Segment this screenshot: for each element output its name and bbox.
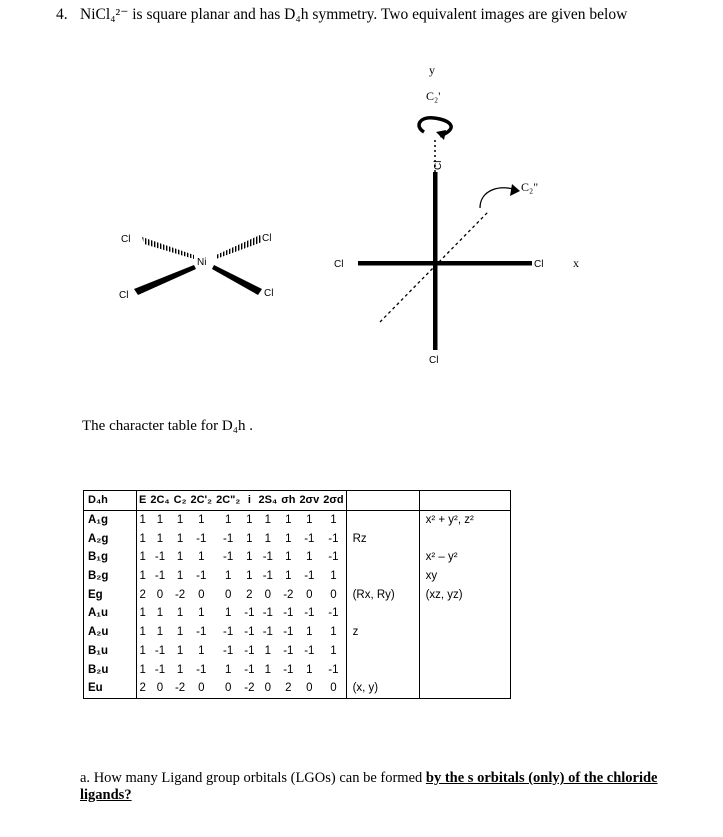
- character-cell: -1: [154, 644, 166, 657]
- character-cell: -1: [262, 551, 273, 564]
- linear-function-cell: [346, 604, 419, 623]
- character-cell: -1: [283, 607, 294, 620]
- character-cell: -1: [262, 626, 273, 639]
- character-cell: -1: [223, 644, 234, 657]
- character-cell: 1: [139, 570, 146, 583]
- character-cell: 1: [198, 514, 205, 527]
- quadratic-function-cell: [419, 660, 510, 679]
- character-cell: 0: [321, 679, 346, 698]
- class-header: 2C'₂: [189, 491, 215, 511]
- linear-function-cell: [346, 548, 419, 567]
- character-cell: -1: [154, 663, 166, 676]
- character-cell: 1: [285, 532, 292, 545]
- character-cell: 1: [156, 514, 164, 527]
- class-header: C₂: [172, 491, 189, 511]
- part-a-text: How many Ligand group orbitals (LGOs) can be formed: [93, 770, 423, 786]
- character-cell: 1: [285, 514, 292, 527]
- character-cell: 1: [198, 644, 205, 657]
- table-row: [84, 604, 511, 623]
- table-row: [84, 660, 511, 679]
- hashed-bond-left: [142, 237, 194, 259]
- irrep-label: B₁g: [84, 548, 137, 567]
- character-cell: 1: [198, 607, 205, 620]
- character-cell: -1: [321, 548, 346, 567]
- part-a-label: a.: [80, 770, 91, 786]
- arrowhead-icon: [436, 130, 446, 140]
- rotation-arrow-icon: [419, 118, 451, 136]
- c2-prime-label: C₂': [426, 89, 441, 103]
- question-header: [56, 6, 676, 24]
- class-header: 2σv: [297, 491, 321, 511]
- cl-lower-left: Cl: [119, 290, 129, 301]
- cl-bottom: Cl: [429, 355, 439, 366]
- character-cell: -1: [244, 644, 255, 657]
- linear-function-cell: (x, y): [346, 679, 419, 698]
- class-header: E: [137, 491, 149, 511]
- character-cell: 1: [139, 607, 146, 620]
- y-axis-label: y: [429, 63, 435, 77]
- character-cell: 2: [137, 679, 149, 698]
- irrep-label: A₂u: [84, 623, 137, 642]
- quadratic-function-cell: [419, 529, 510, 548]
- character-cell: 1: [246, 570, 253, 583]
- character-cell: 1: [321, 642, 346, 661]
- character-cell: 1: [246, 551, 253, 564]
- character-cell: -2: [174, 588, 186, 601]
- character-cell: -1: [321, 529, 346, 548]
- character-table-intro: The character table for D₄h .: [82, 418, 253, 434]
- character-cell: 1: [306, 663, 313, 676]
- table-row: [84, 585, 511, 604]
- character-cell: -1: [262, 607, 273, 620]
- character-cell: 0: [198, 588, 205, 601]
- character-cell: 1: [139, 514, 146, 527]
- linear-function-cell: [346, 510, 419, 529]
- character-cell: 1: [264, 663, 272, 676]
- cl-upper-left: Cl: [121, 234, 131, 245]
- character-cell: -1: [154, 570, 166, 583]
- wedge-bond-left: [134, 265, 196, 295]
- character-cell: 1: [264, 644, 272, 657]
- linear-function-cell: [346, 567, 419, 586]
- character-cell: 1: [176, 570, 184, 583]
- character-cell: -1: [283, 663, 294, 676]
- character-cell: -1: [304, 532, 315, 545]
- class-header: 2C₄: [148, 491, 171, 511]
- character-cell: 0: [156, 588, 164, 601]
- character-cell: 2: [279, 679, 297, 698]
- table-row: [84, 548, 511, 567]
- character-cell: 1: [176, 644, 184, 657]
- character-cell: -1: [321, 660, 346, 679]
- cl-upper-right: Cl: [262, 233, 272, 244]
- character-cell: 1: [285, 570, 292, 583]
- quadratic-function-cell: [419, 679, 510, 698]
- ni-label: Ni: [197, 257, 207, 268]
- axis-diagram: [320, 60, 600, 380]
- character-cell: -1: [304, 644, 315, 657]
- character-cell: 1: [176, 663, 184, 676]
- character-cell: 1: [156, 626, 164, 639]
- character-cell: 1: [156, 607, 164, 620]
- character-cell: -1: [223, 626, 234, 639]
- wedge-dash-structure: [100, 215, 300, 315]
- character-cell: 0: [297, 679, 321, 698]
- character-cell: -1: [304, 570, 315, 583]
- horizontal-bond: [358, 261, 532, 266]
- character-cell: 1: [264, 532, 272, 545]
- character-cell: 1: [176, 607, 184, 620]
- character-cell: 1: [246, 532, 253, 545]
- linear-function-cell: (Rx, Ry): [346, 585, 419, 604]
- wedge-bond-right: [212, 265, 262, 295]
- character-cell: 1: [139, 551, 146, 564]
- irrep-label: Eg: [84, 585, 137, 604]
- character-cell: -2: [242, 679, 256, 698]
- irrep-label: A₂g: [84, 529, 137, 548]
- character-cell: 1: [306, 551, 313, 564]
- character-cell: -1: [321, 604, 346, 623]
- irrep-label: A₁g: [84, 510, 137, 529]
- character-cell: 1: [198, 551, 205, 564]
- linear-function-cell: z: [346, 623, 419, 642]
- character-cell: -1: [223, 532, 234, 545]
- character-cell: 1: [321, 510, 346, 529]
- class-header: 2σd: [321, 491, 346, 511]
- character-cell: 1: [176, 551, 184, 564]
- irrep-label: A₁u: [84, 604, 137, 623]
- character-cell: 1: [156, 532, 164, 545]
- question-number: 4.: [56, 6, 68, 23]
- character-cell: 2: [139, 588, 146, 601]
- linear-function-cell: [346, 660, 419, 679]
- character-cell: 1: [224, 570, 232, 583]
- character-cell: 1: [139, 663, 146, 676]
- question-text: NiCl₄²⁻ is square planar and has D₄h symmetry. Two equivalent images are given below: [80, 6, 628, 23]
- character-cell: 0: [264, 588, 272, 601]
- table-row: [84, 642, 511, 661]
- irrep-label: B₂g: [84, 567, 137, 586]
- linear-header: [346, 491, 419, 511]
- character-cell: -1: [244, 626, 255, 639]
- character-cell: 1: [321, 567, 346, 586]
- character-cell: -1: [304, 607, 315, 620]
- irrep-label: B₂u: [84, 660, 137, 679]
- x-axis-label: x: [573, 256, 579, 270]
- linear-function-cell: Rz: [346, 529, 419, 548]
- table-row: [84, 679, 511, 698]
- table-row: [84, 623, 511, 642]
- class-header: σh: [279, 491, 297, 511]
- character-cell: 2: [246, 588, 253, 601]
- part-a-emphasis: by the s orbitals (only) of the chloride ligands?: [80, 770, 658, 803]
- character-cell: -1: [196, 532, 207, 545]
- character-cell: -1: [154, 551, 166, 564]
- character-cell: 1: [321, 623, 346, 642]
- quadratic-function-cell: [419, 604, 510, 623]
- character-cell: -1: [244, 607, 255, 620]
- character-cell: 0: [306, 588, 313, 601]
- character-cell: 0: [189, 679, 215, 698]
- character-cell: 1: [306, 514, 313, 527]
- character-cell: 0: [224, 588, 232, 601]
- character-cell: 1: [306, 626, 313, 639]
- character-cell: 1: [224, 514, 232, 527]
- irrep-label: B₁u: [84, 642, 137, 661]
- character-cell: 1: [176, 514, 184, 527]
- quadratic-function-cell: x² – y²: [419, 548, 510, 567]
- character-cell: -2: [283, 588, 294, 601]
- part-a: [80, 770, 680, 804]
- table-row: [84, 529, 511, 548]
- group-header: D₄h: [84, 491, 137, 511]
- class-header: 2S₄: [256, 491, 279, 511]
- character-cell: 0: [321, 585, 346, 604]
- character-cell: 1: [264, 514, 272, 527]
- table-row: [84, 510, 511, 529]
- arc-arrowhead-icon: [510, 184, 520, 196]
- character-cell: -1: [244, 663, 255, 676]
- character-cell: 1: [224, 663, 232, 676]
- character-cell: 1: [139, 644, 146, 657]
- quadratic-function-cell: (xz, yz): [419, 585, 510, 604]
- quadratic-function-cell: xy: [419, 567, 510, 586]
- quadratic-function-cell: x² + y², z²: [419, 510, 510, 529]
- character-cell: 1: [224, 607, 232, 620]
- character-cell: -1: [283, 644, 294, 657]
- cl-right: Cl: [534, 259, 544, 270]
- character-cell: -1: [196, 570, 207, 583]
- character-cell: 1: [246, 514, 253, 527]
- character-cell: -1: [196, 663, 207, 676]
- character-cell: 1: [139, 532, 146, 545]
- class-header: 2C"₂: [214, 491, 242, 511]
- character-table: [83, 490, 511, 699]
- character-cell: 0: [256, 679, 279, 698]
- character-cell: 0: [148, 679, 171, 698]
- cl-top: Cl: [433, 160, 444, 170]
- character-cell: 1: [176, 626, 184, 639]
- quadratic-function-cell: [419, 623, 510, 642]
- cl-left: Cl: [334, 259, 344, 270]
- hashed-bond-right: [216, 235, 262, 259]
- c2-double-prime-label: C₂": [521, 180, 539, 194]
- character-cell: -2: [172, 679, 189, 698]
- rotation-arc-icon: [480, 188, 516, 208]
- character-cell: -1: [262, 570, 273, 583]
- linear-function-cell: [346, 642, 419, 661]
- character-table-body: [84, 510, 511, 698]
- class-header: i: [242, 491, 256, 511]
- character-cell: 1: [176, 532, 184, 545]
- table-row: [84, 567, 511, 586]
- character-cell: 0: [214, 679, 242, 698]
- cl-lower-right: Cl: [264, 288, 274, 299]
- character-cell: -1: [196, 626, 207, 639]
- quadratic-function-cell: [419, 642, 510, 661]
- irrep-label: Eu: [84, 679, 137, 698]
- quadratic-header: [419, 491, 510, 511]
- character-cell: -1: [223, 551, 234, 564]
- character-cell: -1: [283, 626, 294, 639]
- character-cell: 1: [285, 551, 292, 564]
- character-cell: 1: [139, 626, 146, 639]
